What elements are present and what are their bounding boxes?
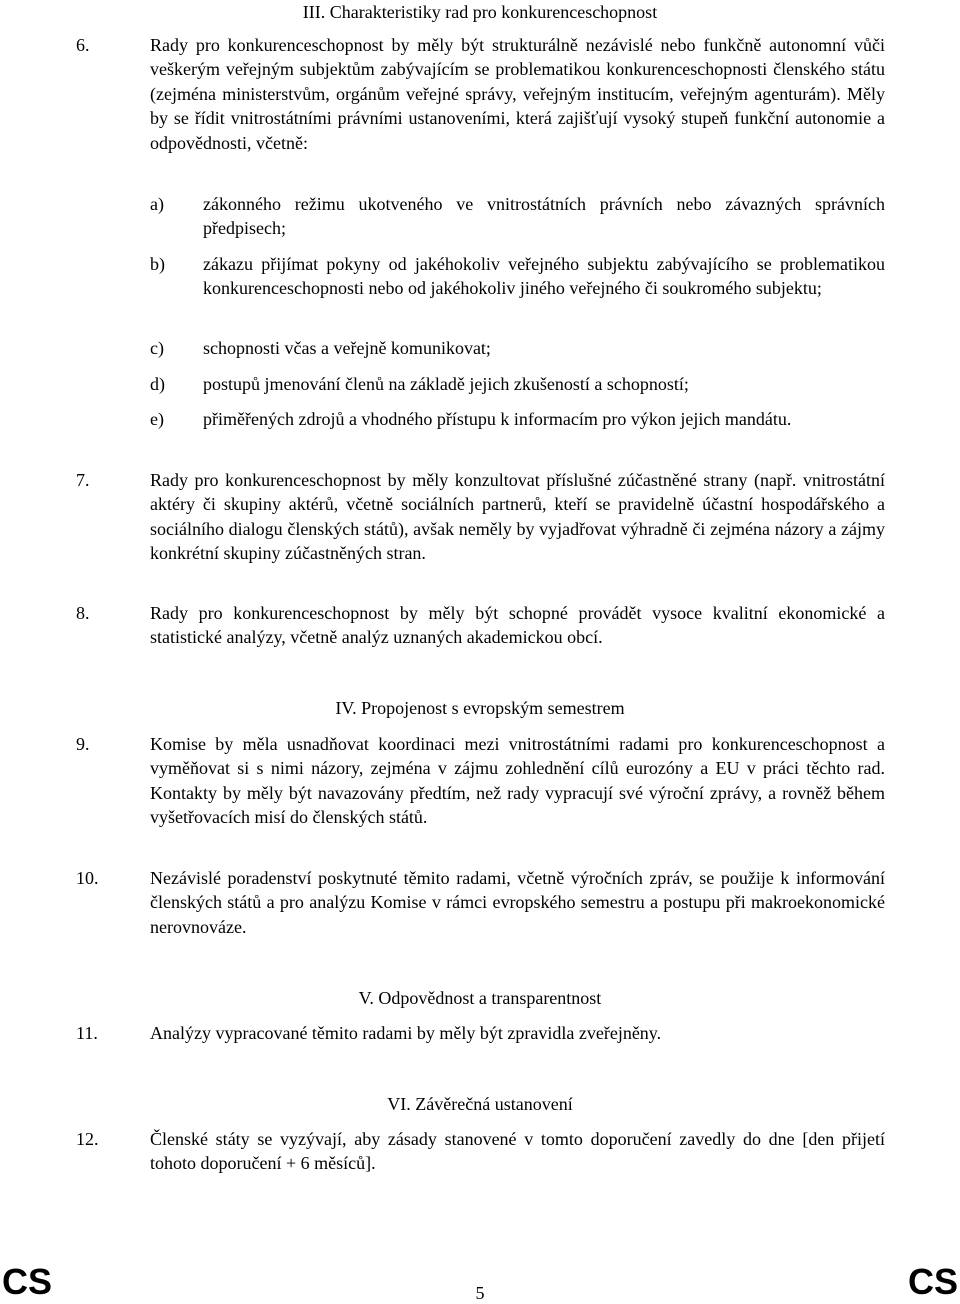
paragraph-number-9: 9. <box>76 734 90 754</box>
paragraph-7: Rady pro konkurenceschopnost by měly konzultovat příslušné zúčastněné strany (např. vnitrostátní aktéry či skupiny aktérů, včetně sociálních partnerů, kteří se pravidelně účastní hospodářského a sociálního dialogu členských států), avšak neměly by vyjadřovat výhradně či zejména názory a zájmy konkrétní skupiny zúčastněných stran. <box>150 470 885 564</box>
paragraph-number-12: 12. <box>76 1129 99 1149</box>
list-item-b: zákazu přijímat pokyny od jakéhokoliv veřejného subjektu zabývajícího se problematikou konkurenceschopnosti nebo od jakéhokoliv jiného veřejného či soukromého subjektu; <box>203 254 885 299</box>
paragraph-number-8: 8. <box>76 603 90 623</box>
list-item-c: schopnosti včas a veřejně komunikovat; <box>203 338 491 358</box>
list-item-e: přiměřených zdrojů a vhodného přístupu k informacím pro výkon jejich mandátu. <box>203 409 792 429</box>
list-item-a: zákonného režimu ukotveného ve vnitrostátních právních nebo závazných správních předpisech; <box>203 194 885 239</box>
section-heading-iii: III. Charakteristiky rad pro konkurenceschopnost <box>302 2 658 22</box>
section-heading-vi: VI. Závěrečná ustanovení <box>387 1094 573 1114</box>
footer-language-left: CS <box>2 1261 53 1302</box>
list-letter-d: d) <box>150 374 165 394</box>
paragraph-6: Rady pro konkurenceschopnost by měly být strukturálně nezávislé nebo funkčně autonomní vůči veškerým veřejným subjektům zabývajícím se problematikou konkurenceschopnosti členského státu (zejména ministerstvům, orgánům veřejné správy, veřejným institucím, veřejným agenturám). Měly by se řídit vnitrostátními právními ustanoveními, která zajišťují vysoký stupeň funkční autonomie a odpovědnosti, včetně: <box>150 35 885 153</box>
list-letter-b: b) <box>150 254 165 274</box>
paragraph-number-10: 10. <box>76 868 99 888</box>
paragraph-number-7: 7. <box>76 470 90 490</box>
page-number: 5 <box>475 1283 485 1303</box>
list-letter-e: e) <box>150 409 164 429</box>
paragraph-9: Komise by měla usnadňovat koordinaci mezi vnitrostátními radami pro konkurenceschopnost a vyměňovat si s nimi názory, zejména v zájmu zohlednění cílů eurozóny a EU v práci těchto rad. Kontakty by měly být navazovány předtím, než rady vypracují své výroční zprávy, a rovněž během vyšetřovacích misí do členských států. <box>150 734 885 828</box>
paragraph-number-6: 6. <box>76 35 90 55</box>
footer-language-right: CS <box>907 1261 958 1302</box>
paragraph-number-11: 11. <box>76 1023 98 1043</box>
paragraph-10: Nezávislé poradenství poskytnuté těmito radami, včetně výročních zpráv, se použije k informování členských států a pro analýzu Komise v rámci evropského semestru a postupu při makroekonomické nerovnováze. <box>150 868 885 937</box>
section-heading-v: V. Odpovědnost a transparentnost <box>358 988 602 1008</box>
paragraph-8: Rady pro konkurenceschopnost by měly být schopné provádět vysoce kvalitní ekonomické a statistické analýzy, včetně analýz uznaných akademickou obcí. <box>150 603 885 648</box>
list-letter-a: a) <box>150 194 164 214</box>
list-item-d: postupů jmenování členů na základě jejich zkušeností a schopností; <box>203 374 689 394</box>
list-letter-c: c) <box>150 338 164 358</box>
paragraph-12: Členské státy se vyzývají, aby zásady stanovené v tomto doporučení zavedly do dne [den přijetí tohoto doporučení + 6 měsíců]. <box>150 1129 885 1174</box>
section-heading-iv: IV. Propojenost s evropským semestrem <box>335 698 625 718</box>
paragraph-11: Analýzy vypracované těmito radami by měly být zpravidla zveřejněny. <box>150 1023 662 1043</box>
